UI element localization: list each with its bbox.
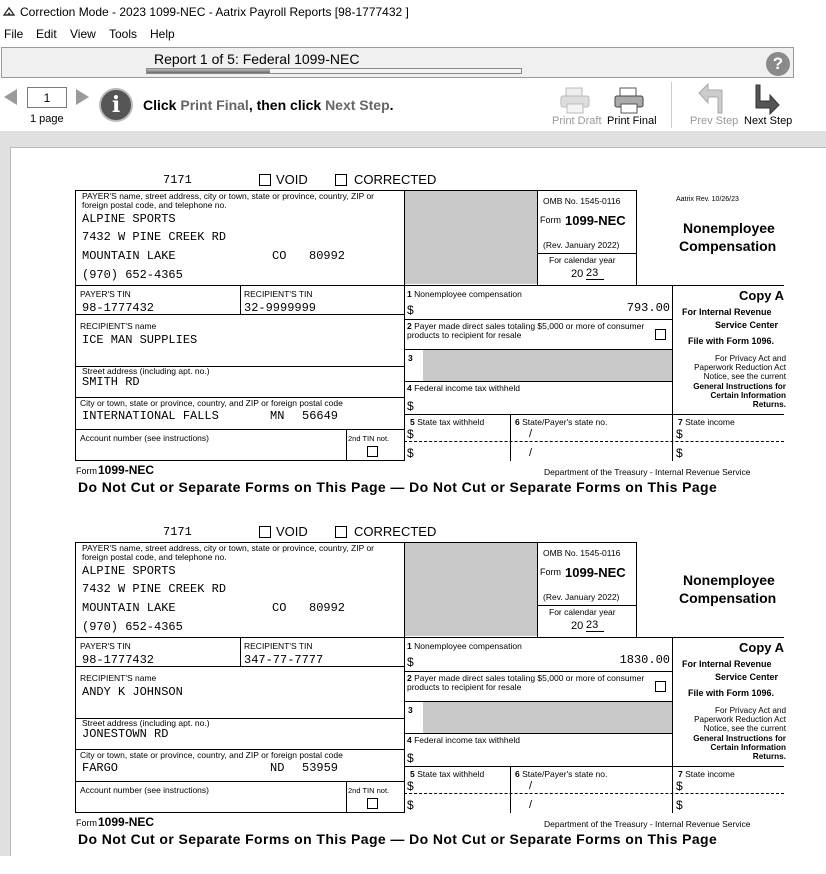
box4-label: Federal income tax withheld (414, 735, 520, 745)
aatrix-rev: Aatrix Rev. 10/26/23 (676, 196, 739, 203)
shaded-area (404, 190, 537, 284)
account-label: Account number (see instructions) (80, 433, 209, 443)
file-with-label: File with Form 1096. (688, 688, 775, 698)
form-prefix: Form (540, 215, 561, 225)
box5-dollar-2: $ (407, 446, 414, 460)
next-page-arrow-icon[interactable] (76, 89, 89, 105)
box6-label: State/Payer's state no. (522, 417, 608, 427)
footer-form-prefix: Form (76, 818, 97, 828)
box6-slash-2: / (529, 799, 533, 811)
privacy-line6: Returns. (752, 400, 786, 410)
corrected-checkbox[interactable] (335, 174, 347, 186)
window-title: Correction Mode - 2023 1099-NEC - Aatrix Payroll Reports [98-1777432 ] (20, 5, 409, 19)
omb-label: OMB No. 1545-0116 (543, 548, 621, 558)
privacy-line3: Notice, see the current (703, 372, 786, 382)
city-label: City or town, state or province, country, and ZIP or foreign postal code (80, 750, 343, 760)
box5-label: State tax withheld (417, 417, 485, 427)
void-checkbox[interactable] (259, 526, 271, 538)
corrected-label: CORRECTED (354, 172, 437, 187)
menu-bar (0, 24, 826, 44)
year-value: 23 (586, 267, 604, 280)
box5-dollar-1: $ (407, 427, 414, 441)
corrected-label: CORRECTED (354, 524, 437, 539)
privacy-line5: Certain Information (710, 390, 786, 400)
footer-form-name: 1099-NEC (98, 463, 155, 477)
rev-label: (Rev. January 2022) (543, 240, 620, 250)
privacy-line2: Paperwork Reduction Act (694, 363, 786, 373)
box7-label: State income (685, 769, 735, 779)
payer-name: ALPINE SPORTS (82, 212, 176, 226)
payer-state: CO (272, 249, 287, 263)
box1-label: Nonemployee compensation (414, 289, 522, 299)
payer-name-label: PAYER'S name, street address, city or town, state or province, country, ZIP or foreign postal code, and telephone no. (82, 191, 375, 210)
privacy-line6: Returns. (752, 752, 786, 762)
report-bar (1, 47, 794, 78)
privacy-line1: For Privacy Act and (715, 354, 786, 363)
year-prefix: 20 (571, 620, 584, 632)
instruction-part-1: Click (143, 97, 181, 113)
payer-zip: 80992 (309, 601, 346, 615)
form-code: 7171 (163, 525, 192, 539)
void-label: VOID (276, 524, 308, 539)
box6-label: State/Payer's state no. (522, 769, 608, 779)
recipient-name: ICE MAN SUPPLIES (82, 333, 198, 347)
privacy-line2: Paperwork Reduction Act (694, 715, 786, 725)
box4-dollar: $ (407, 751, 414, 765)
form-name: 1099-NEC (565, 213, 626, 228)
payer-tin-label: PAYER'S TIN (80, 641, 131, 651)
box7-dollar-1: $ (676, 427, 683, 441)
help-icon[interactable]: ? (766, 52, 790, 76)
recipient-tin: 347-77-7777 (244, 653, 324, 667)
form-1099-nec-2: 7171 VOID CORRECTED PAYER'S name, street address, city or town, state or province, country, ZIP or foreign postal code, and telephone no. ALPINE SPORTS 7432 W PINE CREEK RD MOUNTAIN LAKE CO 80992 (970) 652-4365 OMB No. 1545-0116 Form 1099-NEC (Rev. January 2022) For calendar year 20 23 Nonemployee Compensation PAYER'S TIN 98-1777432 RECIPIENT'S TIN 347-77-7777 1 Nonemployee compensation $ 1830.00 RECIPIENT'S name ANDY K JOHNSON 2 Payer made direct sales totaling $5,000 or more of consumer products to recipient for resale 3 Street address (including apt. no.) JONESTOWN RD 4 Federal income tax withheld $ City or town, state or province, country, and ZIP or foreign postal code FARGO ND 53959 Account number (see instructions) 2nd TIN not. 5 State tax withheld 6 State/Payer's state no. 7 State income $ $ / / $ $ Copy A For Internal Revenue Service Center File with Form 1096. For Privacy Act and Paperwork Reduction Act Notice, see the current General Instructions for Certain Information Returns. Form 1099-NEC Department of the Treasury - Internal Revenue Service Do Not Cut or Separate Forms on This Page — Do Not Cut or Separate Forms on This Page (76, 524, 786, 847)
omb-label: OMB No. 1545-0116 (543, 196, 621, 206)
box3-shaded (423, 350, 672, 381)
instruction-text (143, 97, 394, 113)
info-icon: i (99, 88, 133, 122)
form-title-line1: Nonemployee (683, 572, 775, 588)
payer-phone: (970) 652-4365 (82, 620, 183, 634)
footer-form-name: 1099-NEC (98, 815, 155, 829)
recipient-name: ANDY K JOHNSON (82, 685, 183, 699)
city-label: City or town, state or province, country, and ZIP or foreign postal code (80, 398, 343, 408)
box6-slash-1: / (529, 428, 533, 440)
account-label: Account number (see instructions) (80, 785, 209, 795)
menu-tools[interactable]: Tools (109, 27, 138, 41)
box3-number: 3 (408, 705, 413, 715)
file-with-label: File with Form 1096. (688, 336, 775, 346)
form-1099-nec-1: 7171 VOID CORRECTED PAYER'S name, street address, city or town, state or province, country, ZIP or foreign postal code, and telephone no. ALPINE SPORTS 7432 W PINE CREEK RD MOUNTAIN LAKE CO 80992 (970) 652-4365 OMB No. 1545-0116 Form 1099-NEC (Rev. January 2022) For calendar year 20 23 Aatrix Rev. 10/26/23 Nonemployee Compensation PAYER'S TIN 98-1777432 RECIPIENT'S TIN 32-9999999 1 Nonemployee compensation $ 793.00 RECIPIENT'S name ICE MAN SUPPLIES 2 Payer made direct sales totaling $5,000 or more of consumer products to recipient for resale 3 Street address (including apt. no.) SMITH RD 4 Federal income tax withheld $ City or town, state or province, country, and ZIP or foreign postal code INTERNATIONAL FALLS MN 56649 Account number (see instructions) 2nd TIN not. 5 State tax withheld 6 State/Payer's state no. 7 State income $ $ / / $ $ Copy A For Internal Revenue Service Center File with Form 1096. For Privacy Act and Paperwork Reduction Act Notice, see the current General Instructions for Certain Information Returns. Form 1099-NEC Department of the Treasury - Internal Revenue Service Do Not Cut or Separate Forms on This Page — Do Not Cut or Separate Forms on This Page (76, 172, 786, 495)
payer-tin: 98-1777432 (82, 653, 155, 667)
recipient-tin-label: RECIPIENT'S TIN (244, 289, 313, 299)
prev-step-arrow-icon (696, 83, 726, 115)
print-final-button[interactable]: Print Final (607, 115, 657, 127)
form-title-line1: Nonemployee (683, 220, 775, 236)
box3-number: 3 (408, 353, 413, 363)
next-step-button[interactable]: Next Step (744, 115, 793, 127)
calendar-year-label: For calendar year (549, 255, 616, 265)
box2-label: Payer made direct sales totaling $5,000 or more of consumer products to recipient for resale (407, 673, 645, 692)
recipient-zip: 56649 (302, 409, 339, 423)
recipient-state: MN (270, 409, 285, 423)
box1-amount: 793.00 (626, 301, 670, 315)
box1-label: Nonemployee compensation (414, 641, 522, 651)
recipient-name-label: RECIPIENT'S name (80, 673, 157, 683)
recipient-city: INTERNATIONAL FALLS (82, 409, 219, 423)
payer-tin: 98-1777432 (82, 301, 155, 315)
year-prefix: 20 (571, 268, 584, 280)
box6-slash-2: / (529, 447, 533, 459)
report-progress-fill (147, 69, 270, 73)
corrected-checkbox[interactable] (335, 526, 347, 538)
payer-phone: (970) 652-4365 (82, 268, 183, 282)
box7-dollar-2: $ (676, 446, 683, 460)
toolbar-separator (671, 82, 672, 128)
internal-line2: Service Center (715, 672, 779, 682)
privacy-line4: General Instructions for (693, 733, 786, 743)
recipient-city: FARGO (82, 761, 119, 775)
recipient-state: ND (270, 761, 285, 775)
print-final-icon (612, 85, 648, 115)
next-step-arrow-icon (752, 83, 782, 115)
box1-dollar: $ (407, 303, 414, 317)
internal-line2: Service Center (715, 320, 779, 330)
report-progress-bar (146, 68, 522, 74)
recipient-zip: 53959 (302, 761, 339, 775)
box7-dollar-1: $ (676, 779, 683, 793)
menu-view[interactable]: View (70, 27, 96, 41)
box2-checkbox[interactable] (655, 681, 666, 692)
report-title: Report 1 of 5: Federal 1099-NEC (154, 51, 360, 67)
recipient-street: JONESTOWN RD (82, 727, 169, 741)
menu-help[interactable]: Help (150, 27, 175, 41)
print-draft-icon (558, 85, 594, 115)
page-number-input[interactable] (27, 87, 67, 108)
instruction-part-3: , then click (248, 97, 326, 113)
print-draft-button[interactable]: Print Draft (552, 115, 602, 127)
prev-page-arrow-icon[interactable] (4, 89, 17, 105)
title-bar (0, 0, 826, 24)
privacy-line1: For Privacy Act and (715, 706, 786, 715)
page-count: 1 page (30, 113, 64, 125)
tin2-checkbox[interactable] (367, 798, 378, 809)
recipient-tin: 32-9999999 (244, 301, 317, 315)
state-row-divider (404, 793, 784, 794)
instruction-next-step: Next Step (325, 97, 390, 113)
recipient-street: SMITH RD (82, 375, 140, 389)
shaded-area (404, 542, 537, 636)
state-row-divider (404, 441, 784, 442)
footer-form-prefix: Form (76, 466, 97, 476)
box7-label: State income (685, 417, 735, 427)
calendar-year-label: For calendar year (549, 607, 616, 617)
void-checkbox[interactable] (259, 174, 271, 186)
box7-dollar-2: $ (676, 798, 683, 812)
instruction-part-5: . (389, 97, 394, 113)
do-not-cut-notice: Do Not Cut or Separate Forms on This Page — Do Not Cut or Separate Forms on This Page (78, 831, 718, 847)
payer-street: 7432 W PINE CREEK RD (82, 582, 227, 596)
recipient-name-label: RECIPIENT'S name (80, 321, 157, 331)
rev-label: (Rev. January 2022) (543, 592, 620, 602)
form-title-line2: Compensation (679, 590, 777, 606)
payer-city: MOUNTAIN LAKE (82, 601, 176, 615)
internal-line1: For Internal Revenue (682, 307, 772, 317)
privacy-line5: Certain Information (710, 742, 786, 752)
box5-dollar-2: $ (407, 798, 414, 812)
box2-checkbox[interactable] (655, 329, 666, 340)
menu-file[interactable]: File (4, 27, 24, 41)
dept-label: Department of the Treasury - Internal Revenue Service (544, 467, 751, 477)
tin2-label: 2nd TIN not. (348, 786, 390, 795)
box3-shaded (423, 702, 672, 733)
payer-zip: 80992 (309, 249, 346, 263)
copy-a-label: Copy A (739, 288, 785, 303)
privacy-line4: General Instructions for (693, 381, 786, 391)
tin2-checkbox[interactable] (367, 446, 378, 457)
form-name: 1099-NEC (565, 565, 626, 580)
form-code: 7171 (163, 173, 192, 187)
box1-dollar: $ (407, 655, 414, 669)
app-icon (3, 6, 15, 16)
payer-name-label: PAYER'S name, street address, city or town, state or province, country, ZIP or foreign postal code, and telephone no. (82, 543, 375, 562)
privacy-line3: Notice, see the current (703, 724, 786, 734)
payer-name: ALPINE SPORTS (82, 564, 176, 578)
street-label: Street address (including apt. no.) (82, 366, 210, 376)
payer-tin-label: PAYER'S TIN (80, 289, 131, 299)
prev-step-button[interactable]: Prev Step (690, 115, 739, 127)
void-label: VOID (276, 172, 308, 187)
payer-street: 7432 W PINE CREEK RD (82, 230, 227, 244)
privacy-notice (676, 354, 786, 409)
form-prefix: Form (540, 567, 561, 577)
box4-dollar: $ (407, 399, 414, 413)
box6-slash-1: / (529, 780, 533, 792)
box2-label: Payer made direct sales totaling $5,000 or more of consumer products to recipient for resale (407, 321, 645, 340)
tin2-label: 2nd TIN not. (348, 434, 390, 443)
box5-label: State tax withheld (417, 769, 485, 779)
box1-amount: 1830.00 (619, 653, 670, 667)
privacy-notice (676, 706, 786, 761)
payer-state: CO (272, 601, 287, 615)
dept-label: Department of the Treasury - Internal Revenue Service (544, 819, 751, 829)
copy-a-label: Copy A (739, 640, 785, 655)
instruction-print-final: Print Final (180, 97, 249, 113)
year-value: 23 (586, 619, 604, 632)
box5-dollar-1: $ (407, 779, 414, 793)
form-title-line2: Compensation (679, 238, 777, 254)
do-not-cut-notice: Do Not Cut or Separate Forms on This Page — Do Not Cut or Separate Forms on This Page (78, 479, 718, 495)
street-label: Street address (including apt. no.) (82, 718, 210, 728)
internal-line1: For Internal Revenue (682, 659, 772, 669)
payer-city: MOUNTAIN LAKE (82, 249, 176, 263)
recipient-tin-label: RECIPIENT'S TIN (244, 641, 313, 651)
box4-label: Federal income tax withheld (414, 383, 520, 393)
menu-edit[interactable]: Edit (36, 27, 57, 41)
